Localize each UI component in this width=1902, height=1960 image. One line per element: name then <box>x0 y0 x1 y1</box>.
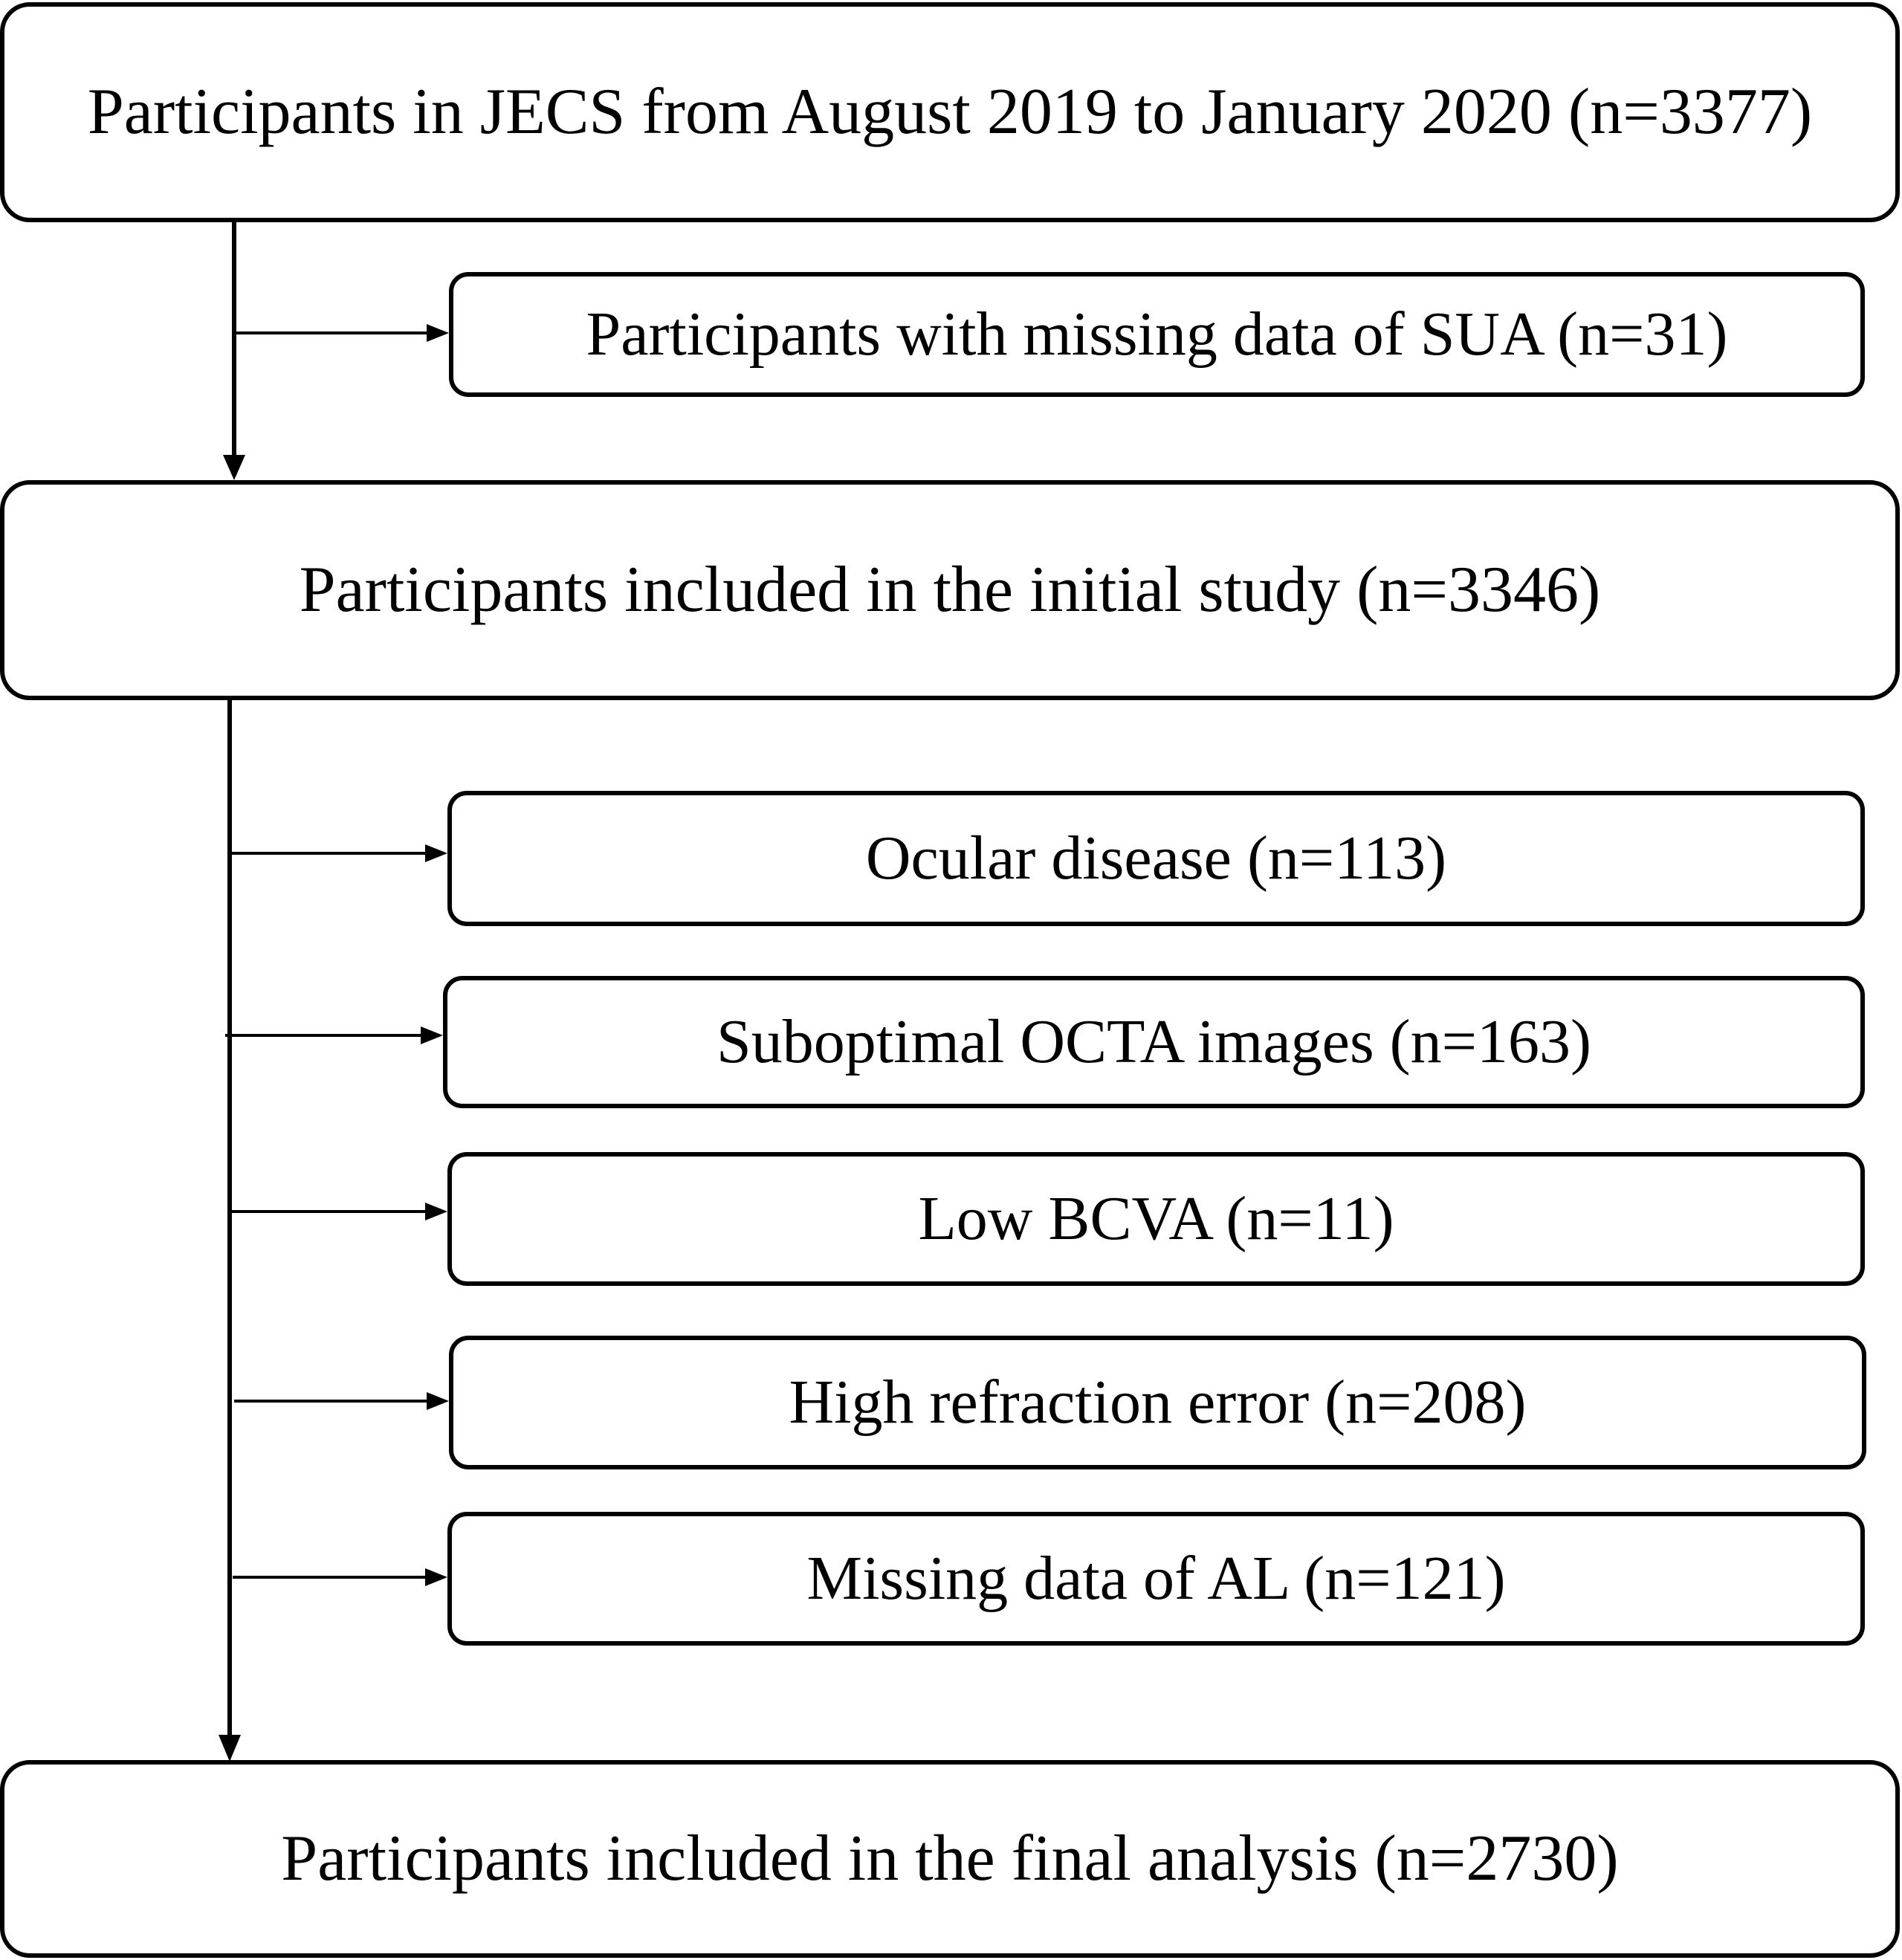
arrowhead-to-exclusion-refraction <box>427 1392 449 1410</box>
step-label-enrolled: Participants in JECS from August 2019 to January 2020 (n=3377) <box>87 76 1813 148</box>
exclusion-box-octa-images <box>443 976 1865 1108</box>
exclusion-label-ocular-disease: Ocular disease (n=113) <box>865 824 1447 893</box>
arrowhead-to-initial-study <box>223 455 245 480</box>
arrowhead-to-exclusion-al <box>425 1568 447 1586</box>
exclusion-label-missing-al: Missing data of AL (n=121) <box>806 1544 1506 1613</box>
step-label-final-analysis: Participants included in the final analysis (n=2730) <box>281 1822 1619 1895</box>
exclusion-label-octa-images: Suboptimal OCTA images (n=163) <box>717 1007 1591 1076</box>
arrowhead-to-final-analysis <box>219 1735 241 1762</box>
arrowhead-to-exclusion-sua <box>427 324 449 342</box>
step-box-enrolled <box>0 2 1900 222</box>
exclusion-box-missing-al <box>447 1512 1865 1646</box>
exclusion-label-sua: Participants with missing data of SUA (n=31) <box>586 300 1728 369</box>
arrowhead-to-exclusion-bcva <box>425 1203 447 1220</box>
arrowhead-to-exclusion-octa <box>421 1026 443 1044</box>
exclusion-label-low-bcva: Low BCVA (n=11) <box>918 1184 1394 1253</box>
exclusion-label-refraction-error: High refraction error (n=208) <box>789 1368 1527 1437</box>
step-box-final-analysis <box>0 1760 1900 1958</box>
exclusion-box-refraction-error <box>449 1336 1866 1469</box>
exclusion-box-sua <box>449 272 1865 397</box>
step-label-initial-study: Participants included in the initial study (n=3346) <box>299 554 1601 626</box>
exclusion-box-low-bcva <box>447 1152 1865 1286</box>
exclusion-box-ocular-disease <box>447 791 1865 926</box>
arrowhead-to-exclusion-ocular <box>425 844 447 862</box>
step-box-initial-study <box>0 480 1900 700</box>
